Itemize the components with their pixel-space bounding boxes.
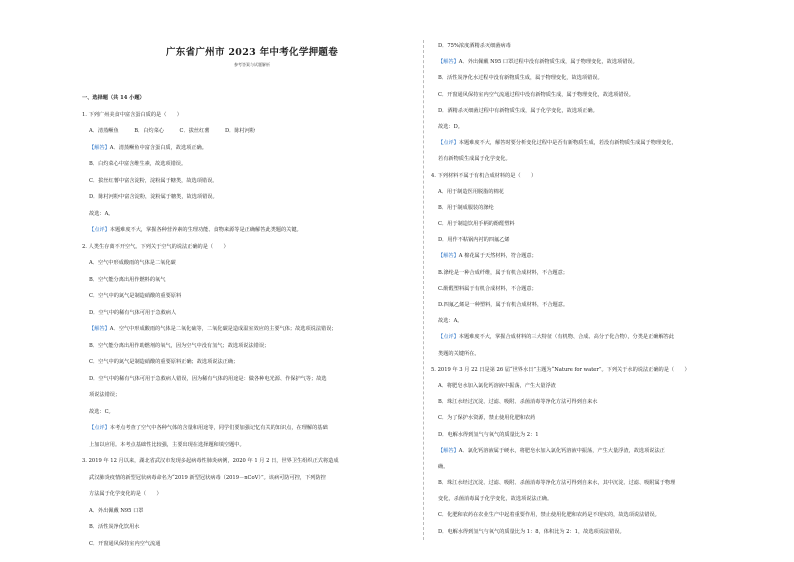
text-line: D．电解水得到氢气与氧气的质量比为 2：1 (438, 431, 539, 438)
text-line: C．拔丝红薯中富含淀粉，淀粉属于糖类，故选项错误。 (89, 177, 218, 184)
text-line: D.四氟乙烯是一种塑料，属于有机合成材料，不合题意。 (438, 302, 569, 308)
answer-line: 【解答】A．外出佩戴 N95 口罩过程中没有新物质生成，属于物理变化，故选项错误。 (438, 59, 638, 66)
text-line: C.酚醛塑料属于有机合成材料，不合题意； (438, 285, 537, 292)
column-divider (423, 40, 424, 540)
question-line: 5. 2019 年 3 月 22 日是第 26 届“世界水日”主题为“Nature for water”。下列关于水的说法正确的是（ ） (431, 366, 690, 373)
answer-line: 【解答】A．氯化钙溶液属于硬水，将肥皂水加入氯化钙溶液中振荡，产生大量浮渣，故选项说法正 (438, 447, 665, 454)
left-column (82, 38, 422, 552)
question-line: 1. 下列广州美食中富含蛋白质的是（ ） (82, 111, 182, 118)
text-line: B．空气能分离出用作助燃剂的氧气，因为空气中没有氢气；故选项说法错误； (89, 342, 270, 349)
answer-tag: 【解答】 (438, 447, 459, 454)
answer-line: 【解答】A．清蒸鳜鱼中富含蛋白质，故选项正确。 (89, 144, 207, 151)
text-line: A．清蒸鳜鱼 B．白灼菜心 C．拔丝红薯 D．陈村河粉 (89, 128, 256, 134)
document-title: 广东省广州市 2023 年中考化学押题卷 (165, 47, 339, 58)
text-line: 故选：D。 (438, 123, 463, 130)
text-line: 类题的关键所在。 (438, 350, 480, 357)
answer-tag: 【解答】 (89, 144, 110, 151)
text-line: 项说法错误； (89, 392, 121, 398)
text-line: D．用作不粘锅内衬的四氟乙烯 (438, 237, 510, 244)
text-line: C．开窗通风保持室内空气流通 (89, 540, 161, 547)
answer-line: 【点评】本考点考查了空气中各种气体的含量和用途等，同学们要加强记忆有关的知识点，在理解的基础 (89, 425, 328, 431)
right-column-text (431, 38, 771, 540)
left-column-text (82, 90, 422, 552)
text-line: 方法属于化学变化的是（ ） (89, 491, 162, 497)
answer-tag: 【点评】 (438, 140, 459, 147)
answer-line: 【点评】本题难度不大，掌握各种营养素的生理功能、食物来源等是正确解答此类题的关键。 (89, 227, 302, 233)
question-line: 4. 下列材料不属于有机合成材料的是（ ） (431, 172, 537, 179)
text-line: D．陈村河粉中富含淀粉，淀粉属于糖类，故选项错误。 (89, 194, 218, 200)
section-heading: 一、选择题（共 14 小题） (82, 95, 145, 101)
text-line: B．白灼菜心中富含维生素，故选项错误。 (89, 161, 187, 167)
document-subtitle: 参考答案与试题解析 (234, 62, 270, 67)
question-line: 2. 人类生存离不开空气。下列关于空气的说法正确的是（ ） (82, 243, 229, 250)
text-line: B．珠江水经过沉淀、过滤、吸附、杀菌消毒等净化方法可得到自来水 (438, 399, 598, 406)
answer-line: 【解答】A．空气中形成酸雨的气体是二氧化硫等，二氧化碳是造成温室效应的主要气体；故选项说法错误； (89, 326, 337, 332)
text-line: 故选：A。 (438, 318, 463, 325)
text-line: A．外出佩戴 N95 口罩 (89, 507, 144, 514)
question-line: 3. 2019 年 12 月以来，湖北省武汉市发现多起病毒性肺炎病例，2020 年 1 月 2 日，世界卫生组织正式将造成 (82, 458, 339, 464)
text-line: 武汉肺炎疫情的新型冠状病毒命名为“2019 新型冠状病毒（2019－nCoV）”。该病可防可控，下列防控 (89, 474, 326, 481)
text-line: B.涤纶是一种合成纤维，属于有机合成材料，不合题意； (438, 269, 568, 276)
answer-tag: 【点评】 (89, 425, 110, 431)
text-line: A．将肥皂水加入氯化钙溶液中振荡，产生大量浮渣 (438, 382, 556, 389)
text-line: C．开窗通风保持室内空气流通过程中没有新物质生成，属于物理变化，故选项错误。 (438, 91, 634, 98)
text-line: C．为了保护水资源，禁止使用化肥和农药 (438, 415, 536, 422)
answer-line: 【点评】本题难度不大，解答时要分析变化过程中是否有新物质生成，若没有新物质生成属于物理变化， (438, 140, 677, 147)
text-line: 若有新物质生成属于化学变化。 (438, 156, 511, 163)
text-line: A．空气中形成酸雨的气体是二氧化碳 (89, 260, 176, 266)
answer-tag: 【点评】 (89, 227, 110, 233)
text-line: 确。 (438, 463, 449, 470)
text-line: 变化，杀菌消毒属于化学变化，故选项说法正确。 (438, 496, 553, 503)
text-line: 故选：C。 (89, 408, 114, 415)
text-line: D．75%浓度酒精杀灭细菌病毒 (438, 43, 511, 49)
text-line: D．酒精杀灭细菌过程中有新物质生成，属于化学变化，故选项正确。 (438, 107, 598, 114)
text-line: B．用于制成服装的涤纶 (438, 204, 494, 211)
text-line: B．空气能分离出用作燃料的氧气 (89, 276, 166, 283)
answer-tag: 【解答】 (89, 326, 110, 332)
text-line: D．空气中的稀有气体可用于急救病人 (89, 309, 177, 316)
text-line: B．珠江水经过沉淀、过滤、吸附、杀菌消毒等净化方法可得到自来水，其中沉淀、过滤、吸附属于物理 (438, 480, 676, 487)
answer-tag: 【解答】 (438, 253, 459, 260)
text-line: C．空气中的氮气是制造硝酸的重要原料正确；故选项说法正确； (89, 359, 239, 365)
text-line: 上加以应用。本考点基础性比较强，主要出现在选择题和填空题中。 (89, 441, 245, 448)
text-line: C．用于制造饮用手柄的酚醛塑料 (438, 221, 515, 228)
text-line: A．用于制造医用脱脂的棉花 (438, 188, 504, 195)
text-line: C．空气中的氮气是制造硝酸的重要原料 (89, 293, 182, 299)
text-line: B．活性炭净化饮用水 (89, 524, 140, 530)
right-column (431, 38, 771, 540)
text-line: D．空气中的稀有气体可用于急救病人错误，因为稀有气体的用途是：做各种电光源、作保护气等；故选 (89, 375, 327, 382)
text-line: D．电解水得到氢气与氧气的质量比为 1：8，体积比为 2：1，故选项说法错误。 (438, 528, 625, 535)
text-line: 故选：A。 (89, 210, 114, 217)
answer-line: 【点评】本题难度不大，掌握合成材料的三大特征（有机物、合成、高分子化合物），分类是正确解答此 (438, 334, 675, 341)
answer-line: 【解答】A 棉花属于天然材料，符合题意； (438, 253, 537, 260)
text-line: C．化肥和农药在农业生产中起着重要作用，禁止使用化肥和农药是不现实的，故选项说法错误。 (438, 512, 660, 519)
text-line: B．活性炭净化水过程中没有新物质生成，属于物理变化，故选项错误。 (438, 75, 603, 82)
answer-tag: 【解答】 (438, 59, 459, 66)
answer-tag: 【点评】 (438, 334, 459, 341)
